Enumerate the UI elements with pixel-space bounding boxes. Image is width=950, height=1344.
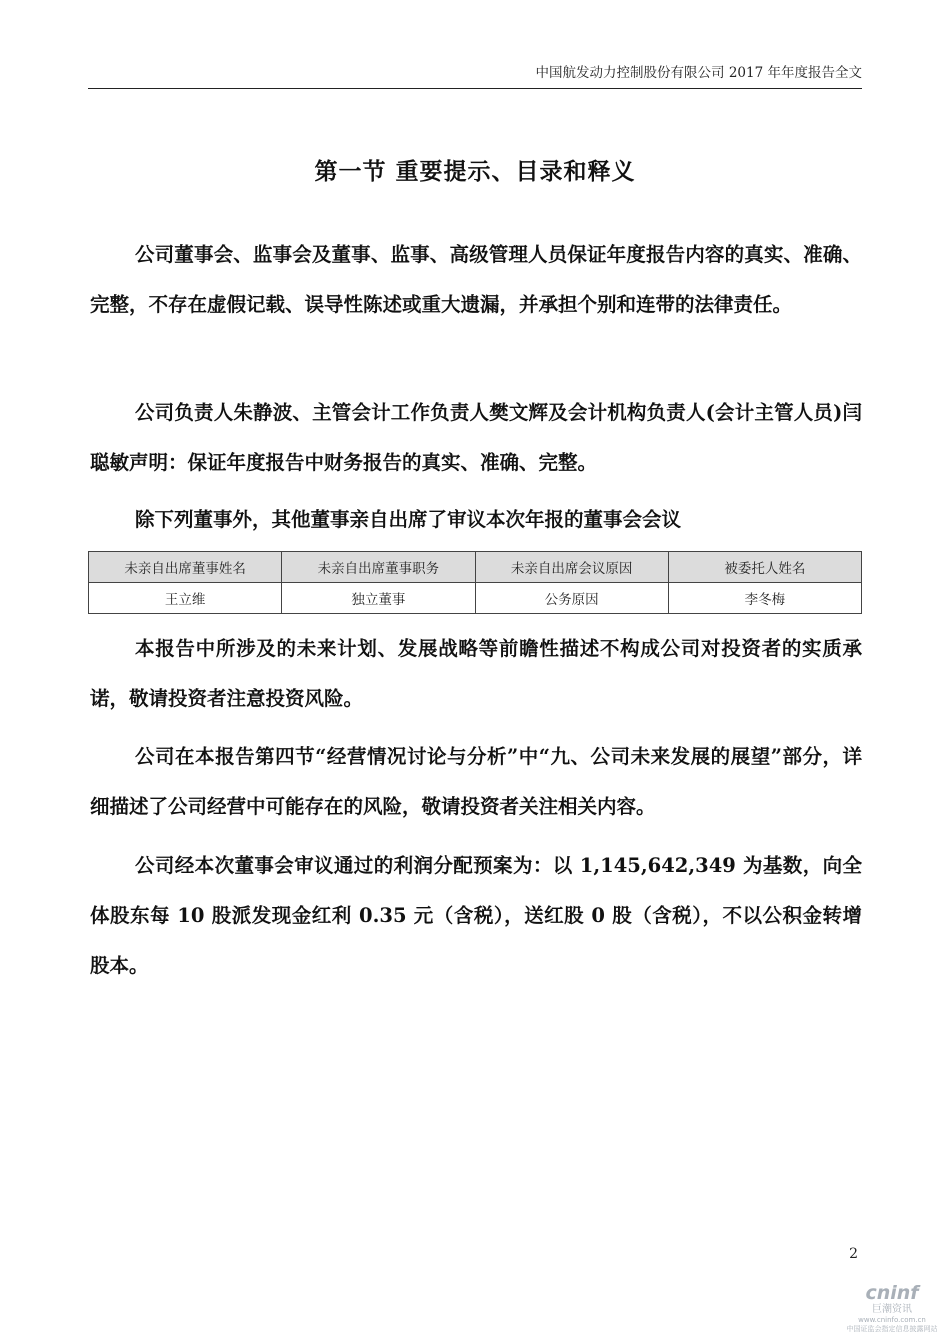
page-header bbox=[88, 62, 862, 89]
table-cell: 王立维 bbox=[89, 583, 282, 614]
table-header-cell: 未亲自出席董事姓名 bbox=[89, 552, 282, 583]
table-row bbox=[89, 583, 862, 614]
paragraph-attendance: 除下列董事外，其他董事亲自出席了审议本次年报的董事会会议 bbox=[135, 508, 682, 531]
table-cell: 公务原因 bbox=[475, 583, 668, 614]
paragraph-board-guarantee: 公司董事会、监事会及董事、监事、高级管理人员保证年度报告内容的真实、准确、完整，不存在虚假记载、误导性陈述或重大遗漏，并承担个别和连带的法律责任。 bbox=[90, 243, 862, 316]
header-text: 中国航发动力控制股份有限公司 2017 年年度报告全文 bbox=[535, 65, 862, 81]
logo-name: 巨潮资讯 bbox=[872, 1304, 912, 1315]
section-title: 第一节 重要提示、目录和释义 bbox=[314, 158, 636, 185]
cninfo-logo bbox=[842, 1282, 942, 1338]
absent-directors-table bbox=[88, 551, 862, 614]
table-header-cell: 被委托人姓名 bbox=[668, 552, 861, 583]
table-cell: 独立董事 bbox=[282, 583, 475, 614]
paragraph-forward-looking: 本报告中所涉及的未来计划、发展战略等前瞻性描述不构成公司对投资者的实质承诺，敬请投资者注意投资风险。 bbox=[90, 637, 862, 710]
table-header-row bbox=[89, 552, 862, 583]
logo-org: 中国证监会指定信息披露网站 bbox=[846, 1325, 938, 1333]
table-header-cell: 未亲自出席董事职务 bbox=[282, 552, 475, 583]
logo-brand: cninf bbox=[865, 1282, 919, 1304]
page-number: 2 bbox=[849, 1246, 858, 1262]
paragraph-risk-reference: 公司在本报告第四节“经营情况讨论与分析”中“九、公司未来发展的展望”部分，详细描述了公司经营中可能存在的风险，敬请投资者关注相关内容。 bbox=[90, 745, 862, 818]
paragraph-responsible-persons: 公司负责人朱静波、主管会计工作负责人樊文辉及会计机构负责人(会计主管人员)闫聪敏声明：保证年度报告中财务报告的真实、准确、完整。 bbox=[90, 401, 862, 474]
paragraph-profit-distribution: 公司经本次董事会审议通过的利润分配预案为：以 1,145,642,349 为基数，向全体股东每 10 股派发现金红利 0.35 元（含税），送红股 0 股（含税），不以公积金转增股本。 bbox=[90, 854, 862, 977]
table-header-cell: 未亲自出席会议原因 bbox=[475, 552, 668, 583]
table-cell: 李冬梅 bbox=[668, 583, 861, 614]
logo-url: www.cninfo.com.cn bbox=[858, 1316, 926, 1324]
